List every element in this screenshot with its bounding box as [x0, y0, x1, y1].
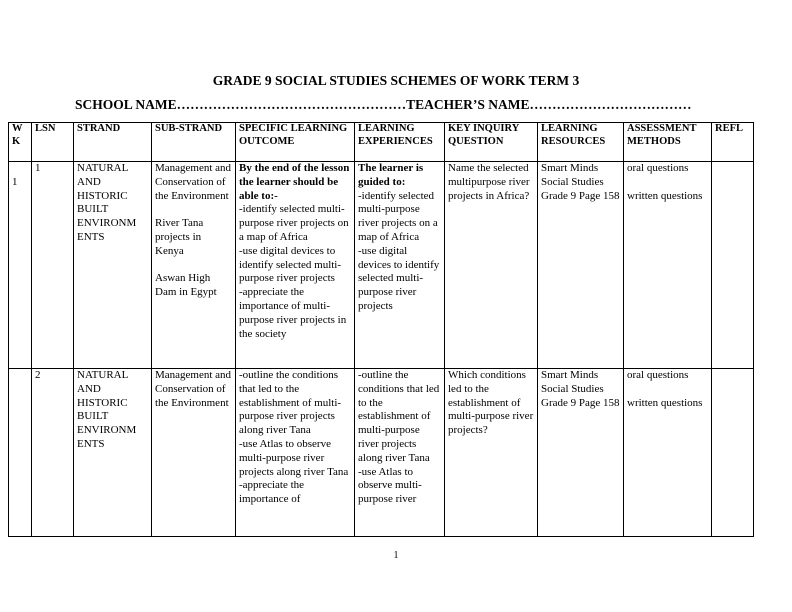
- header-strand: STRAND: [74, 123, 152, 162]
- cell-sub-strand: Management and Conservation of the Environment River Tana projects in Kenya Aswan High Dam in Egypt: [152, 162, 236, 369]
- cell-strand: NATURAL AND HISTORIC BUILT ENVIRONM ENTS: [74, 162, 152, 369]
- cell-learning-outcome: -outline the conditions that led to the establishment of multi-purpose river projects along river Tana -use Atlas to observe multi-purpose river projects along river Tana -appreciate the importance of: [236, 369, 355, 537]
- header-key-inquiry-question: KEY INQUIRY QUESTION: [445, 123, 538, 162]
- header-specific-learning-outcome: SPECIFIC LEARNING OUTCOME: [236, 123, 355, 162]
- cell-learning-resources: Smart Minds Social Studies Grade 9 Page 158: [538, 162, 624, 369]
- cell-wk: [9, 369, 32, 537]
- school-teacher-line: SCHOOL NAME……………………………………………TEACHER’S NAME………………………………: [75, 97, 692, 112]
- header-lsn: LSN: [32, 123, 74, 162]
- table-row: [9, 162, 754, 369]
- cell-learning-resources: Smart Minds Social Studies Grade 9 Page 158: [538, 369, 624, 537]
- schemes-of-work-table: [8, 122, 754, 537]
- header-learning-resources: LEARNING RESOURCES: [538, 123, 624, 162]
- cell-wk: 1: [9, 162, 32, 369]
- table-row: [9, 369, 754, 537]
- cell-refl: [712, 162, 754, 369]
- cell-key-inquiry-question: Name the selected multipurpose river projects in Africa?: [445, 162, 538, 369]
- cell-refl: [712, 369, 754, 537]
- cell-strand: NATURAL AND HISTORIC BUILT ENVIRONM ENTS: [74, 369, 152, 537]
- header-learning-experiences: LEARNING EXPERIENCES: [355, 123, 445, 162]
- cell-learning-outcome: By the end of the lesson the learner should be able to:- -identify selected multi-purpose river projects on a map of Africa -use digital devices to identify selected multi-purpose river projects -appreciate the importance of multi-purpose river projects in the society: [236, 162, 355, 369]
- cell-assessment-methods: oral questions written questions: [624, 369, 712, 537]
- header-assessment-methods: ASSESSMENT METHODS: [624, 123, 712, 162]
- cell-learning-experiences: The learner is guided to: -identify selected multi-purpose river projects on a map of Africa -use digital devices to identify selected multi-purpose river projects: [355, 162, 445, 369]
- page-title: GRADE 9 SOCIAL STUDIES SCHEMES OF WORK TERM 3: [212, 73, 580, 88]
- header-wk: W K: [9, 123, 32, 162]
- cell-key-inquiry-question: Which conditions led to the establishment of multi-purpose river projects?: [445, 369, 538, 537]
- cell-lsn: 1: [32, 162, 74, 369]
- table-header-row: [9, 123, 754, 162]
- header-sub-strand: SUB-STRAND: [152, 123, 236, 162]
- cell-lsn: 2: [32, 369, 74, 537]
- header-refl: REFL: [712, 123, 754, 162]
- page-number: 1: [393, 550, 399, 561]
- cell-learning-experiences: -outline the conditions that led to the establishment of multi-purpose river projects along river Tana -use Atlas to observe multi-purpose river: [355, 369, 445, 537]
- cell-sub-strand: Management and Conservation of the Environment: [152, 369, 236, 537]
- cell-assessment-methods: oral questions written questions: [624, 162, 712, 369]
